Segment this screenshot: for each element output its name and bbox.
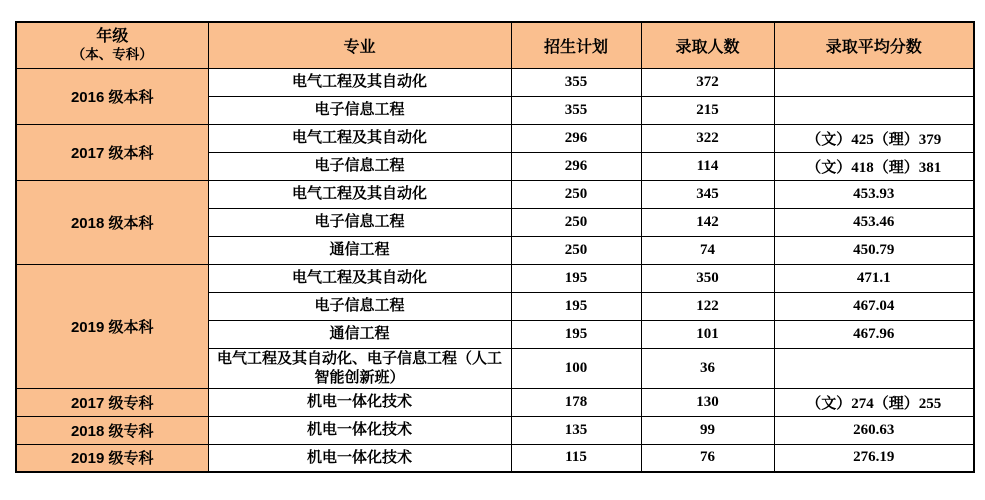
header-grade [16, 22, 208, 68]
plan-cell: 178 [511, 388, 641, 416]
avg-score-cell: 467.04 [774, 292, 974, 320]
avg-score-cell: 450.79 [774, 236, 974, 264]
avg-score-cell: 453.93 [774, 180, 974, 208]
avg-score-cell: 467.96 [774, 320, 974, 348]
plan-cell: 296 [511, 124, 641, 152]
admitted-cell: 36 [641, 348, 774, 388]
major-cell: 机电一体化技术 [208, 444, 511, 472]
admitted-cell: 345 [641, 180, 774, 208]
admitted-cell: 142 [641, 208, 774, 236]
plan-cell: 355 [511, 68, 641, 96]
major-cell: 电子信息工程 [208, 208, 511, 236]
avg-score-cell: 260.63 [774, 416, 974, 444]
avg-score-cell: 453.46 [774, 208, 974, 236]
plan-cell: 195 [511, 320, 641, 348]
table-row [16, 124, 974, 152]
major-cell: 电气工程及其自动化 [208, 124, 511, 152]
avg-score-cell [774, 96, 974, 124]
grade-cell: 2017 级专科 [16, 388, 208, 416]
plan-cell: 195 [511, 292, 641, 320]
grade-cell: 2018 级本科 [16, 180, 208, 264]
admitted-cell: 122 [641, 292, 774, 320]
header-plan: 招生计划 [511, 22, 641, 68]
plan-cell: 355 [511, 96, 641, 124]
major-cell: 电气工程及其自动化、电子信息工程（人工智能创新班） [208, 348, 511, 388]
table-header [16, 22, 974, 68]
admitted-cell: 114 [641, 152, 774, 180]
admissions-table [15, 21, 975, 473]
admitted-cell: 99 [641, 416, 774, 444]
major-cell: 电子信息工程 [208, 152, 511, 180]
admitted-cell: 130 [641, 388, 774, 416]
table-body [16, 68, 974, 472]
plan-cell: 250 [511, 236, 641, 264]
admitted-cell: 215 [641, 96, 774, 124]
plan-cell: 296 [511, 152, 641, 180]
plan-cell: 250 [511, 180, 641, 208]
major-cell: 机电一体化技术 [208, 416, 511, 444]
grade-cell: 2019 级专科 [16, 444, 208, 472]
table-row [16, 68, 974, 96]
avg-score-cell: 276.19 [774, 444, 974, 472]
major-cell: 电子信息工程 [208, 96, 511, 124]
avg-score-cell: （文）418（理）381 [774, 152, 974, 180]
avg-score-cell: （文）274（理）255 [774, 388, 974, 416]
table-row [16, 264, 974, 292]
admitted-cell: 350 [641, 264, 774, 292]
table-row [16, 180, 974, 208]
header-grade-line1: 年级 [96, 28, 129, 46]
plan-cell: 250 [511, 208, 641, 236]
table-row [16, 416, 974, 444]
avg-score-cell: 471.1 [774, 264, 974, 292]
major-cell: 电气工程及其自动化 [208, 68, 511, 96]
admitted-cell: 101 [641, 320, 774, 348]
major-cell: 电气工程及其自动化 [208, 264, 511, 292]
admitted-cell: 372 [641, 68, 774, 96]
header-grade-line2: （本、专科） [71, 46, 153, 62]
table-row [16, 388, 974, 416]
header-major: 专业 [208, 22, 511, 68]
grade-cell: 2018 级专科 [16, 416, 208, 444]
header-avg-score: 录取平均分数 [774, 22, 974, 68]
grade-cell: 2019 级本科 [16, 264, 208, 388]
major-cell: 电子信息工程 [208, 292, 511, 320]
major-cell: 通信工程 [208, 236, 511, 264]
admitted-cell: 322 [641, 124, 774, 152]
avg-score-cell [774, 348, 974, 388]
grade-cell: 2017 级本科 [16, 124, 208, 180]
major-cell: 通信工程 [208, 320, 511, 348]
avg-score-cell: （文）425（理）379 [774, 124, 974, 152]
major-cell: 机电一体化技术 [208, 388, 511, 416]
plan-cell: 135 [511, 416, 641, 444]
major-cell: 电气工程及其自动化 [208, 180, 511, 208]
grade-cell: 2016 级本科 [16, 68, 208, 124]
header-admitted: 录取人数 [641, 22, 774, 68]
plan-cell: 115 [511, 444, 641, 472]
avg-score-cell [774, 68, 974, 96]
plan-cell: 100 [511, 348, 641, 388]
table-row [16, 444, 974, 472]
admitted-cell: 74 [641, 236, 774, 264]
admitted-cell: 76 [641, 444, 774, 472]
header-row [16, 22, 974, 68]
plan-cell: 195 [511, 264, 641, 292]
